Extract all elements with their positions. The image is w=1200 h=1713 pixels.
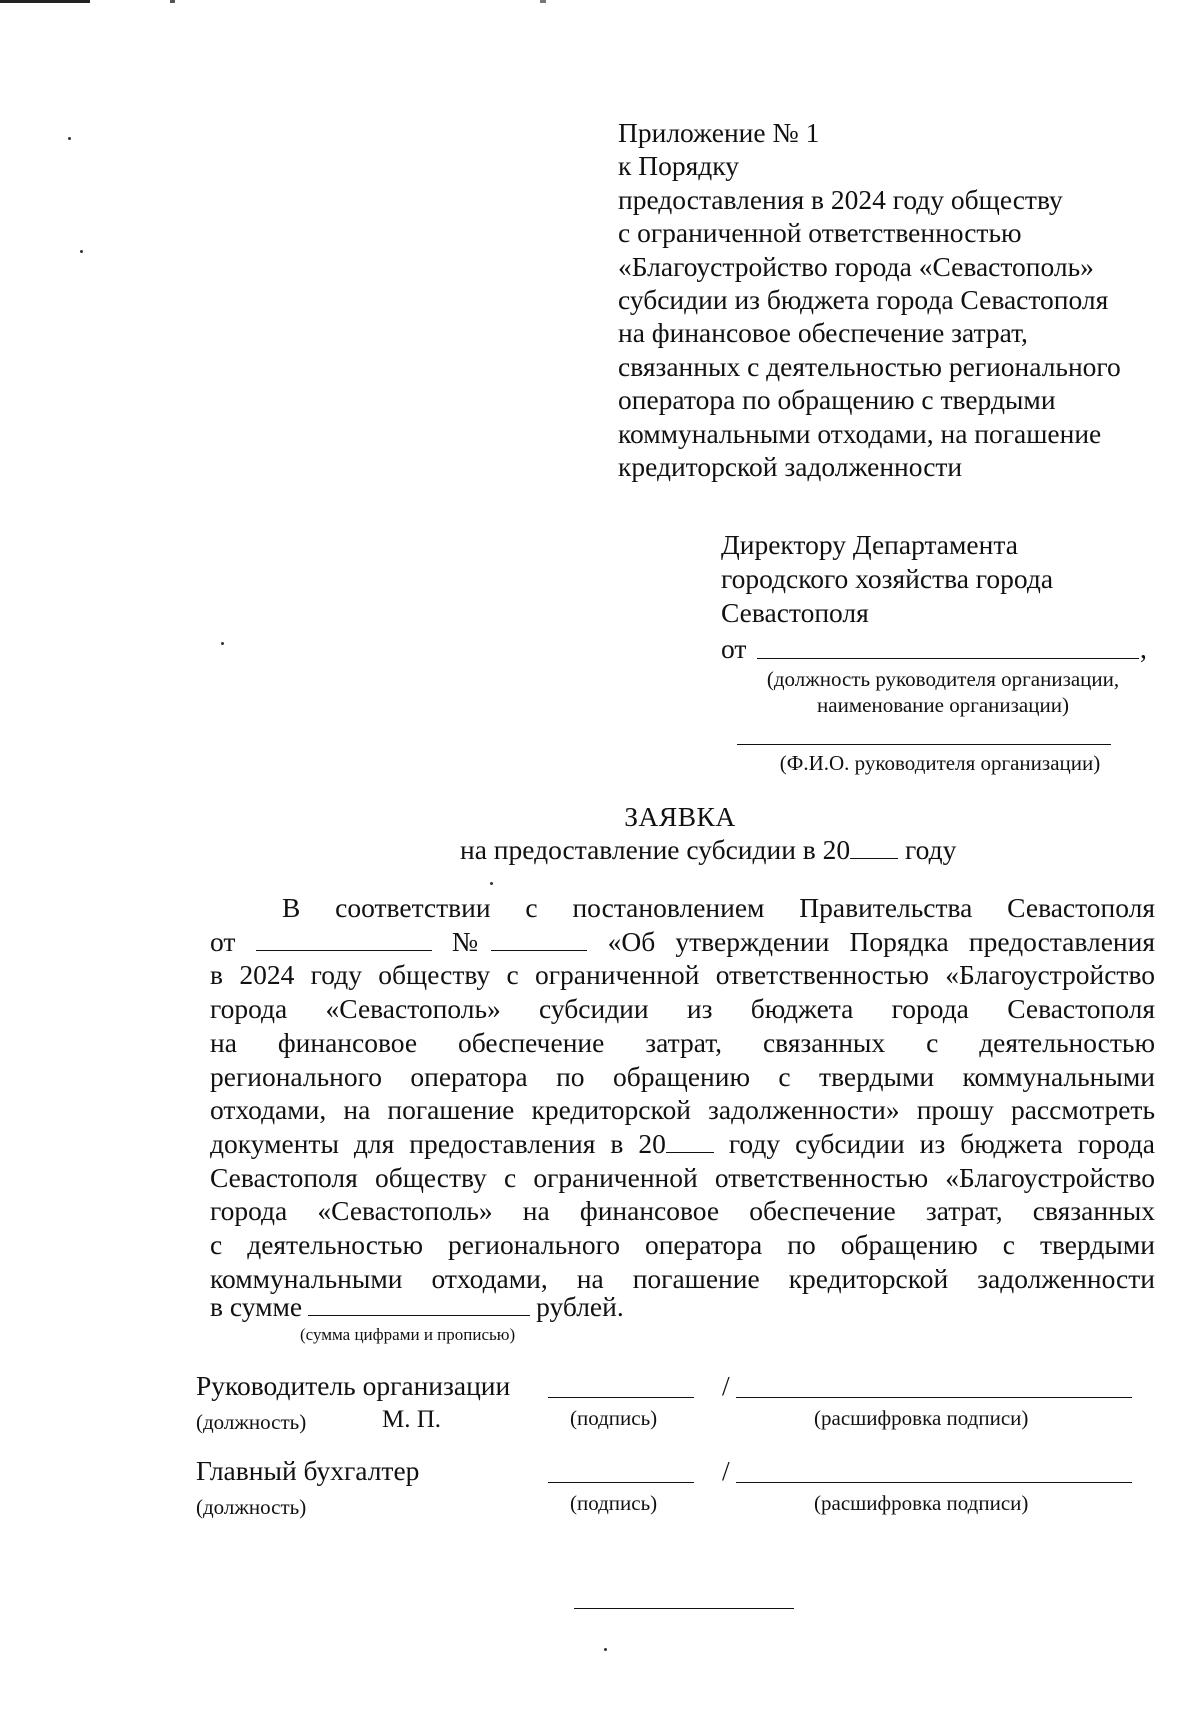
body-decree-title-start: «Об утверждении Порядка предоставления <box>607 925 1155 957</box>
body-line: регионального оператора по обращению с твердыми коммунальными <box>210 1060 1155 1092</box>
accountant-decode-caption: (расшифровка подписи) <box>814 1491 1029 1515</box>
appendix-line: связанных с деятельностью регионального <box>618 350 1121 382</box>
appendix-line: оператора по обращению с твердыми <box>618 384 1056 416</box>
body-line: В соответствии с постановлением Правительства Севастополя <box>282 892 1155 923</box>
subtitle-after: году <box>898 834 957 865</box>
accountant-position-caption: (должность) <box>196 1495 307 1519</box>
accountant-decode-line <box>736 1482 1132 1483</box>
appendix-line: кредиторской задолженности <box>618 451 963 483</box>
appendix-line: субсидии из бюджета города Севастополя <box>618 284 1109 316</box>
body-line8-before: документы для предоставления в 20 <box>210 1127 666 1159</box>
body-year-blank <box>666 1151 714 1153</box>
position-caption-line1: (должность руководителя организации, <box>766 667 1120 691</box>
body-line: города «Севастополь» субсидии из бюджета города Севастополя <box>210 993 1155 1025</box>
appendix-reference <box>618 116 1178 483</box>
scan-speck <box>68 137 71 140</box>
accountant-signature-line <box>548 1482 694 1483</box>
addressee-line: Директору Департамента <box>721 529 1018 560</box>
decree-number-blank <box>491 949 587 951</box>
body-line: Севастополя обществу с ограниченной ответственностью «Благоустройство <box>210 1161 1155 1193</box>
from-field-row <box>721 632 1161 666</box>
head-role: Руководитель организации <box>196 1370 511 1401</box>
position-caption <box>720 666 1166 718</box>
from-blank-line <box>757 658 1139 659</box>
addressee-line: городского хозяйства города <box>721 563 1054 594</box>
scan-edge-artifact <box>0 0 600 3</box>
body-line: отходами, на погашение кредиторской задолженности» прошу рассмотреть <box>210 1094 1155 1126</box>
subtitle-before: на предоставление субсидии в 20 <box>460 834 851 865</box>
body-line-with-year-blank <box>210 1127 1155 1161</box>
body-line: с деятельностью регионального оператора по обращению с твердыми <box>210 1229 1155 1261</box>
from-label: от <box>721 633 747 664</box>
head-position-caption: (должность) <box>196 1410 307 1434</box>
appendix-line: «Благоустройство города «Севастополь» <box>618 250 1094 282</box>
appendix-line: Приложение № 1 <box>618 117 820 148</box>
scan-speck <box>80 250 83 253</box>
head-slash: / <box>722 1370 730 1401</box>
addressee-line: Севастополя <box>721 597 869 628</box>
document-title: ЗАЯВКА <box>624 801 736 832</box>
appendix-line: коммунальными отходами, на погашение <box>618 417 1102 449</box>
head-signature-line <box>548 1397 694 1398</box>
body-line: города «Севастополь» на финансовое обеспечение затрат, связанных <box>210 1195 1155 1227</box>
year-blank-line <box>850 858 898 859</box>
body-from-label: от <box>210 925 236 957</box>
amount-label: в сумме <box>210 1291 303 1322</box>
amount-row <box>210 1290 624 1324</box>
head-signature-block <box>196 1369 1156 1439</box>
amount-blank-line <box>308 1315 530 1316</box>
scan-speck <box>221 642 224 645</box>
body-line-with-blanks <box>210 925 1155 959</box>
appendix-line: предоставления в 2024 году обществу <box>618 183 1063 215</box>
application-body <box>210 891 1155 1295</box>
accountant-signature-caption: (подпись) <box>570 1491 658 1515</box>
position-caption-line2: наименование организации) <box>817 693 1069 717</box>
amount-unit: рублей. <box>536 1291 624 1322</box>
addressee-block <box>721 528 1161 630</box>
body-line: коммунальными отходами, на погашение кредиторской задолженности <box>210 1262 1155 1294</box>
document-subtitle <box>460 833 980 867</box>
fio-caption: (Ф.И.О. руководителя организации) <box>779 751 1101 775</box>
appendix-line: к Порядку <box>618 150 739 182</box>
appendix-line: с ограниченной ответственностью <box>618 217 1022 249</box>
from-comma: , <box>1140 633 1147 664</box>
scan-speck <box>604 1648 607 1651</box>
scan-speck <box>490 882 493 885</box>
body-number-label: № <box>451 925 492 957</box>
fio-blank-line <box>737 744 1111 745</box>
stamp-place-label: М. П. <box>382 1406 442 1433</box>
body-line: на финансовое обеспечение затрат, связанных с деятельностью <box>210 1026 1155 1058</box>
accountant-slash: / <box>722 1455 730 1486</box>
head-signature-caption: (подпись) <box>570 1406 658 1430</box>
accountant-role: Главный бухгалтер <box>196 1455 420 1486</box>
appendix-line: на финансовое обеспечение затрат, <box>618 317 1028 349</box>
accountant-signature-block <box>196 1454 1156 1524</box>
date-blank-line <box>574 1608 794 1609</box>
body-line: в 2024 году обществу с ограниченной ответственностью «Благоустройство <box>210 959 1155 991</box>
body-line8-after: году субсидии из бюджета города <box>713 1127 1155 1159</box>
amount-caption: (сумма цифрами и прописью) <box>300 1325 516 1344</box>
decree-date-blank <box>256 949 432 951</box>
head-decode-line <box>736 1397 1132 1398</box>
head-decode-caption: (расшифровка подписи) <box>814 1406 1029 1430</box>
